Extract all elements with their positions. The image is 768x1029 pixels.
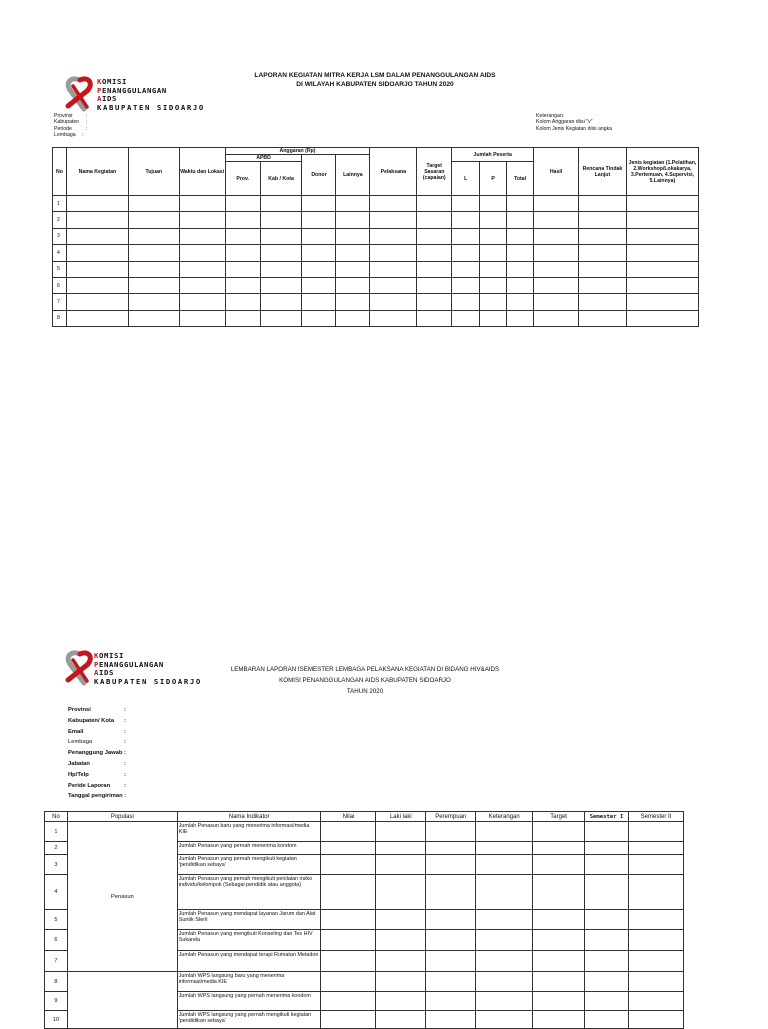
- table-cell: [128, 277, 179, 293]
- table-cell: [179, 245, 225, 261]
- table-row: [53, 277, 699, 293]
- header-anggaran: Anggaran (Rp): [225, 148, 370, 155]
- table-row: [53, 310, 699, 326]
- field-provinsi: Provinsi: [54, 113, 73, 119]
- header-no: No: [53, 148, 67, 196]
- table-cell: [302, 310, 336, 326]
- table-cell: [302, 245, 336, 261]
- table-cell: [321, 822, 376, 842]
- table-cell: [370, 261, 417, 277]
- table-row: [53, 196, 699, 212]
- table-cell: [179, 310, 225, 326]
- table-cell: [533, 930, 585, 951]
- table-row: [53, 228, 699, 244]
- table-cell: [66, 294, 128, 310]
- table-cell: [179, 277, 225, 293]
- table-cell: [302, 277, 336, 293]
- row-number: 10: [45, 1011, 68, 1029]
- table-cell: [452, 294, 480, 310]
- indicator-cell: Jumlah WPS langsung baru yang menerima informasi/media KIE: [177, 972, 321, 992]
- table-cell: [533, 822, 585, 842]
- header-semester-2: Semester II: [629, 812, 684, 822]
- header-populasi: Populasi: [67, 812, 177, 822]
- row-number: 6: [45, 930, 68, 951]
- table-cell: [260, 294, 302, 310]
- table-cell: [452, 228, 480, 244]
- table-cell: [66, 310, 128, 326]
- header-nama-kegiatan: Nama Kegiatan: [66, 148, 128, 196]
- table-cell: [578, 277, 626, 293]
- header-rencana: Rencana Tindak Lanjut: [578, 148, 626, 196]
- table-cell: [452, 245, 480, 261]
- table-cell: [370, 196, 417, 212]
- page1-activity-table: [52, 147, 699, 327]
- table-cell: [426, 951, 476, 972]
- table-cell: [426, 930, 476, 951]
- table-cell: [629, 972, 684, 992]
- header-laki-laki: Laki laki: [376, 812, 426, 822]
- table-cell: [480, 196, 507, 212]
- table-cell: [225, 277, 260, 293]
- table-cell: [336, 245, 370, 261]
- table-cell: [179, 212, 225, 228]
- table-cell: [336, 212, 370, 228]
- table-cell: [66, 277, 128, 293]
- table-cell: [376, 822, 426, 842]
- table-cell: [578, 294, 626, 310]
- page1-fields: Provinsi : Kabupaten : Periode : Lembaga :: [54, 113, 88, 139]
- table-cell: [260, 196, 302, 212]
- page1-title-line-1: LAPORAN KEGIATAN MITRA KERJA LSM DALAM PENANGGULANGAN AIDS: [254, 72, 496, 79]
- kpa-logo: [60, 76, 250, 120]
- table-cell: [66, 212, 128, 228]
- table-cell: [626, 310, 698, 326]
- header-tujuan: Tujuan: [128, 148, 179, 196]
- table-cell: [128, 245, 179, 261]
- table-cell: [128, 294, 179, 310]
- table-cell: [66, 245, 128, 261]
- table-cell: [585, 842, 629, 855]
- indicator-cell: Jumlah Penasun yang mengikuti Konseling dan Tes HIV Sukarela: [177, 930, 321, 951]
- page2-indicator-table: [44, 811, 684, 1029]
- table-cell: [507, 261, 534, 277]
- table-cell: [534, 212, 579, 228]
- table-cell: [376, 951, 426, 972]
- table-cell: [225, 294, 260, 310]
- header-l: L: [452, 162, 480, 196]
- table-cell: [426, 875, 476, 910]
- table-cell: [585, 930, 629, 951]
- table-cell: [128, 261, 179, 277]
- table-cell: [66, 196, 128, 212]
- note-jenis: Kolom Jenis Kegiatan diisi angka: [536, 125, 613, 132]
- table-cell: [179, 228, 225, 244]
- row-number: 8: [45, 972, 68, 992]
- page1-notes: [536, 113, 612, 132]
- table-cell: [376, 1011, 426, 1029]
- field-row: Lembaga :: [68, 739, 126, 746]
- table-cell: [376, 875, 426, 910]
- row-number: 6: [53, 277, 67, 293]
- table-cell: [370, 294, 417, 310]
- field-lembaga: Lembaga: [54, 132, 76, 139]
- table-cell: [626, 261, 698, 277]
- table-cell: [533, 992, 585, 1011]
- table-cell: [534, 196, 579, 212]
- header-total: Total: [507, 162, 534, 196]
- table-cell: [336, 196, 370, 212]
- table-cell: [321, 842, 376, 855]
- table-cell: [370, 228, 417, 244]
- row-number: 3: [45, 855, 68, 875]
- row-number: 8: [53, 310, 67, 326]
- table-cell: [585, 855, 629, 875]
- table-cell: [321, 875, 376, 910]
- field-row: Jabatan :: [68, 760, 126, 767]
- table-cell: [480, 212, 507, 228]
- table-cell: [534, 245, 579, 261]
- indicator-cell: Jumlah Penasun yang pernah mengikuti kegiatan 'pendidikan sebaya': [177, 855, 321, 875]
- row-number: 4: [45, 875, 68, 910]
- table-cell: [321, 992, 376, 1011]
- indicator-cell: Jumlah Penasun baru yang menerima informasi/media KIE: [177, 822, 321, 842]
- table-cell: [476, 972, 533, 992]
- table-cell: [179, 261, 225, 277]
- header-nilai: Nilai: [321, 812, 376, 822]
- row-number: 3: [53, 228, 67, 244]
- table-cell: [533, 1011, 585, 1029]
- header-target: Target: [533, 812, 585, 822]
- field-row: Email :: [68, 728, 126, 735]
- table-cell: [225, 245, 260, 261]
- header-donor: Donor: [302, 155, 336, 196]
- table-cell: [426, 842, 476, 855]
- indicator-cell: Jumlah Penasun yang pernah menerima kondom: [177, 842, 321, 855]
- indicator-cell: Jumlah WPS langsung yang pernah mengikuti kegiatan 'pendidikan sebaya': [177, 1011, 321, 1029]
- table-cell: [585, 1011, 629, 1029]
- table-cell: [629, 842, 684, 855]
- table-cell: [336, 294, 370, 310]
- table-cell: [533, 951, 585, 972]
- page1-title: [230, 71, 520, 89]
- table-cell: [225, 196, 260, 212]
- table-cell: [585, 992, 629, 1011]
- table-row: [53, 294, 699, 310]
- header-waktu-lokasi: Waktu dan Lokasi: [179, 148, 225, 196]
- field-row: Tanggal pengiriman :: [68, 793, 127, 800]
- table-cell: [370, 245, 417, 261]
- logo-line-penanggulangan: PENANGGULANGAN: [94, 659, 164, 669]
- header-lainnya: Lainnya: [336, 155, 370, 196]
- logo-kabupaten: KABUPATEN SIDOARJO: [97, 102, 205, 112]
- table-cell: [629, 1011, 684, 1029]
- table-cell: [507, 245, 534, 261]
- table-cell: [533, 875, 585, 910]
- table-cell: [452, 196, 480, 212]
- table-cell: [480, 228, 507, 244]
- table-cell: [578, 261, 626, 277]
- table-cell: [578, 245, 626, 261]
- table-cell: [629, 992, 684, 1011]
- table-cell: [476, 1011, 533, 1029]
- row-number: 2: [45, 842, 68, 855]
- table-cell: [629, 951, 684, 972]
- table-cell: [370, 277, 417, 293]
- table-cell: [302, 294, 336, 310]
- table-cell: [452, 277, 480, 293]
- table-cell: [629, 855, 684, 875]
- table-cell: [260, 261, 302, 277]
- table-cell: [533, 842, 585, 855]
- table-cell: [321, 930, 376, 951]
- table-cell: [507, 212, 534, 228]
- header-p: P: [480, 162, 507, 196]
- table-cell: [629, 875, 684, 910]
- table-cell: [66, 228, 128, 244]
- indicator-cell: Jumlah Penasun yang mendapat terapi Rumatan Metadon: [177, 951, 321, 972]
- table-cell: [480, 245, 507, 261]
- table-cell: [480, 277, 507, 293]
- table-cell: [417, 228, 452, 244]
- row-number: 5: [53, 261, 67, 277]
- table-cell: [302, 212, 336, 228]
- table-cell: [476, 822, 533, 842]
- table-cell: [426, 855, 476, 875]
- table-cell: [578, 196, 626, 212]
- header-nama-indikator: Nama Indikator: [177, 812, 321, 822]
- header-keterangan: Keterangan: [476, 812, 533, 822]
- table-cell: [225, 310, 260, 326]
- table-cell: [225, 228, 260, 244]
- table-cell: [302, 261, 336, 277]
- table-cell: [321, 1011, 376, 1029]
- table-cell: [533, 910, 585, 930]
- table-cell: [534, 294, 579, 310]
- field-row: Peride Laporan :: [68, 782, 126, 789]
- table-cell: [585, 972, 629, 992]
- header-hasil: Hasil: [534, 148, 579, 196]
- indicator-cell: Jumlah Penasun yang mendapat layanan Jarum dan Alat Suntik Steril: [177, 910, 321, 930]
- table-cell: [370, 310, 417, 326]
- table-cell: [336, 310, 370, 326]
- table-cell: [128, 310, 179, 326]
- table-cell: [336, 261, 370, 277]
- table-cell: [179, 294, 225, 310]
- table-cell: [225, 261, 260, 277]
- population-cell: Penasun: [67, 822, 177, 972]
- table-cell: [533, 972, 585, 992]
- table-cell: [321, 972, 376, 992]
- table-cell: [480, 261, 507, 277]
- logo-line-komisi: KOMISI: [94, 651, 124, 660]
- table-cell: [225, 212, 260, 228]
- table-cell: [626, 196, 698, 212]
- table-cell: [417, 294, 452, 310]
- indicator-cell: Jumlah Penasun yang pernah mengikuti penilaian risiko individu/kelompok (Sebagai pendidik atau anggota): [177, 875, 321, 910]
- table-cell: [376, 992, 426, 1011]
- note-anggaran: Kolom Anggaran diisi "v": [536, 119, 593, 126]
- header-jumlah-peserta: Jumlah Peserta: [452, 148, 534, 162]
- table-cell: [507, 310, 534, 326]
- table-cell: [426, 910, 476, 930]
- page2-title-line-2: KOMISI PENANGGULANGAN AIDS KABUPATEN SIDOARJO: [279, 677, 451, 684]
- header-prov: Prov.: [225, 162, 260, 196]
- table-cell: [578, 310, 626, 326]
- table-cell: [260, 277, 302, 293]
- header-apbd: APBD: [225, 155, 302, 162]
- table-cell: [534, 277, 579, 293]
- table-cell: [578, 212, 626, 228]
- page2-title: [200, 664, 530, 697]
- red-ribbon-icon: [60, 76, 100, 112]
- header-perempuan: Perempuan: [426, 812, 476, 822]
- table-row: [45, 822, 684, 842]
- table-cell: [629, 910, 684, 930]
- table-cell: [336, 277, 370, 293]
- table-cell: [629, 930, 684, 951]
- table-cell: [626, 277, 698, 293]
- population-cell: [67, 972, 177, 1029]
- page1-title-line-2: DI WILAYAH KABUPATEN SIDOARJO TAHUN 2020: [296, 81, 454, 88]
- field-row: Kabupaten/ Kota :: [68, 717, 126, 724]
- page2-title-line-1: LEMBARAN LAPORAN ISEMESTER LEMBAGA PELAKSANA KEGIATAN DI BIDANG HIV&AIDS: [230, 666, 500, 673]
- field-periode: Periode: [54, 125, 72, 132]
- table-cell: [128, 196, 179, 212]
- table-cell: [260, 310, 302, 326]
- table-cell: [452, 212, 480, 228]
- row-number: 7: [45, 951, 68, 972]
- logo-line-penanggulangan: PENANGGULANGAN: [97, 85, 167, 95]
- table-cell: [476, 875, 533, 910]
- row-number: 1: [53, 196, 67, 212]
- row-number: 9: [45, 992, 68, 1011]
- table-cell: [417, 277, 452, 293]
- table-cell: [426, 972, 476, 992]
- table-cell: [626, 228, 698, 244]
- page2-title-line-3: TAHUN 2020: [346, 688, 384, 695]
- table-cell: [128, 228, 179, 244]
- table-cell: [376, 842, 426, 855]
- table-cell: [534, 310, 579, 326]
- row-number: 7: [53, 294, 67, 310]
- table-cell: [626, 294, 698, 310]
- table-cell: [417, 261, 452, 277]
- table-cell: [480, 310, 507, 326]
- table-cell: [585, 822, 629, 842]
- table-cell: [179, 196, 225, 212]
- table-cell: [128, 212, 179, 228]
- table-cell: [321, 951, 376, 972]
- note-heading: Keterangan:: [536, 113, 565, 119]
- table-cell: [626, 245, 698, 261]
- table-cell: [452, 261, 480, 277]
- table-cell: [426, 992, 476, 1011]
- row-number: 2: [53, 212, 67, 228]
- table-cell: [336, 228, 370, 244]
- table-cell: [534, 261, 579, 277]
- table-cell: [376, 930, 426, 951]
- table-row: [45, 972, 684, 992]
- table-cell: [476, 855, 533, 875]
- header-target: Target Sasaran (capaian): [417, 148, 452, 196]
- table-cell: [629, 822, 684, 842]
- table-cell: [534, 228, 579, 244]
- table-row: [53, 245, 699, 261]
- table-cell: [426, 822, 476, 842]
- logo-line-aids: AIDS: [94, 668, 114, 678]
- table-cell: [417, 245, 452, 261]
- table-cell: [417, 212, 452, 228]
- logo-kabupaten: KABUPATEN SIDOARJO: [94, 676, 202, 686]
- logo-line-komisi: KOMISI: [97, 77, 127, 86]
- table-cell: [370, 212, 417, 228]
- table-cell: [507, 228, 534, 244]
- table-cell: [452, 310, 480, 326]
- table-cell: [585, 910, 629, 930]
- header-jenis-kegiatan: Jenis kegiatan (1.Pelatihan, 2.Workshop/Lokakarya, 3.Pertemuan, 4.Supervisi, 5.Lainnya): [626, 148, 698, 196]
- table-cell: [507, 277, 534, 293]
- page2-fields: [68, 705, 126, 802]
- table-cell: [260, 245, 302, 261]
- table-cell: [321, 855, 376, 875]
- table-cell: [260, 212, 302, 228]
- table-cell: [476, 992, 533, 1011]
- table-cell: [376, 855, 426, 875]
- field-row: Penanggung Jawab :: [68, 750, 126, 757]
- table-cell: [302, 196, 336, 212]
- table-cell: [417, 310, 452, 326]
- field-row: Provinsi :: [68, 707, 126, 713]
- table-cell: [507, 294, 534, 310]
- table-cell: [476, 951, 533, 972]
- table-row: [53, 261, 699, 277]
- table-cell: [260, 228, 302, 244]
- header-semester-1: Semester I: [585, 812, 629, 822]
- table-cell: [417, 196, 452, 212]
- table-cell: [321, 910, 376, 930]
- table-cell: [302, 228, 336, 244]
- table-cell: [66, 261, 128, 277]
- table-cell: [533, 855, 585, 875]
- table-cell: [376, 910, 426, 930]
- table-cell: [476, 930, 533, 951]
- header-kab-kota: Kab / Kota: [260, 162, 302, 196]
- table-cell: [585, 875, 629, 910]
- table-cell: [376, 972, 426, 992]
- row-number: 5: [45, 910, 68, 930]
- indicator-cell: Jumlah WPS langsung yang pernah menerima kondom: [177, 992, 321, 1011]
- table-cell: [578, 228, 626, 244]
- row-number: 4: [53, 245, 67, 261]
- table-cell: [480, 294, 507, 310]
- field-kabupaten: Kabupaten: [54, 119, 80, 126]
- field-row: Hp/Telp :: [68, 771, 126, 778]
- table-row: [53, 212, 699, 228]
- table-cell: [507, 196, 534, 212]
- table-cell: [476, 910, 533, 930]
- table-cell: [426, 1011, 476, 1029]
- row-number: 1: [45, 822, 68, 842]
- table-cell: [626, 212, 698, 228]
- table-cell: [476, 842, 533, 855]
- table-cell: [585, 951, 629, 972]
- header-pelaksana: Pelaksana: [370, 148, 417, 196]
- logo-line-aids: AIDS: [97, 94, 117, 104]
- header-no: No: [45, 812, 68, 822]
